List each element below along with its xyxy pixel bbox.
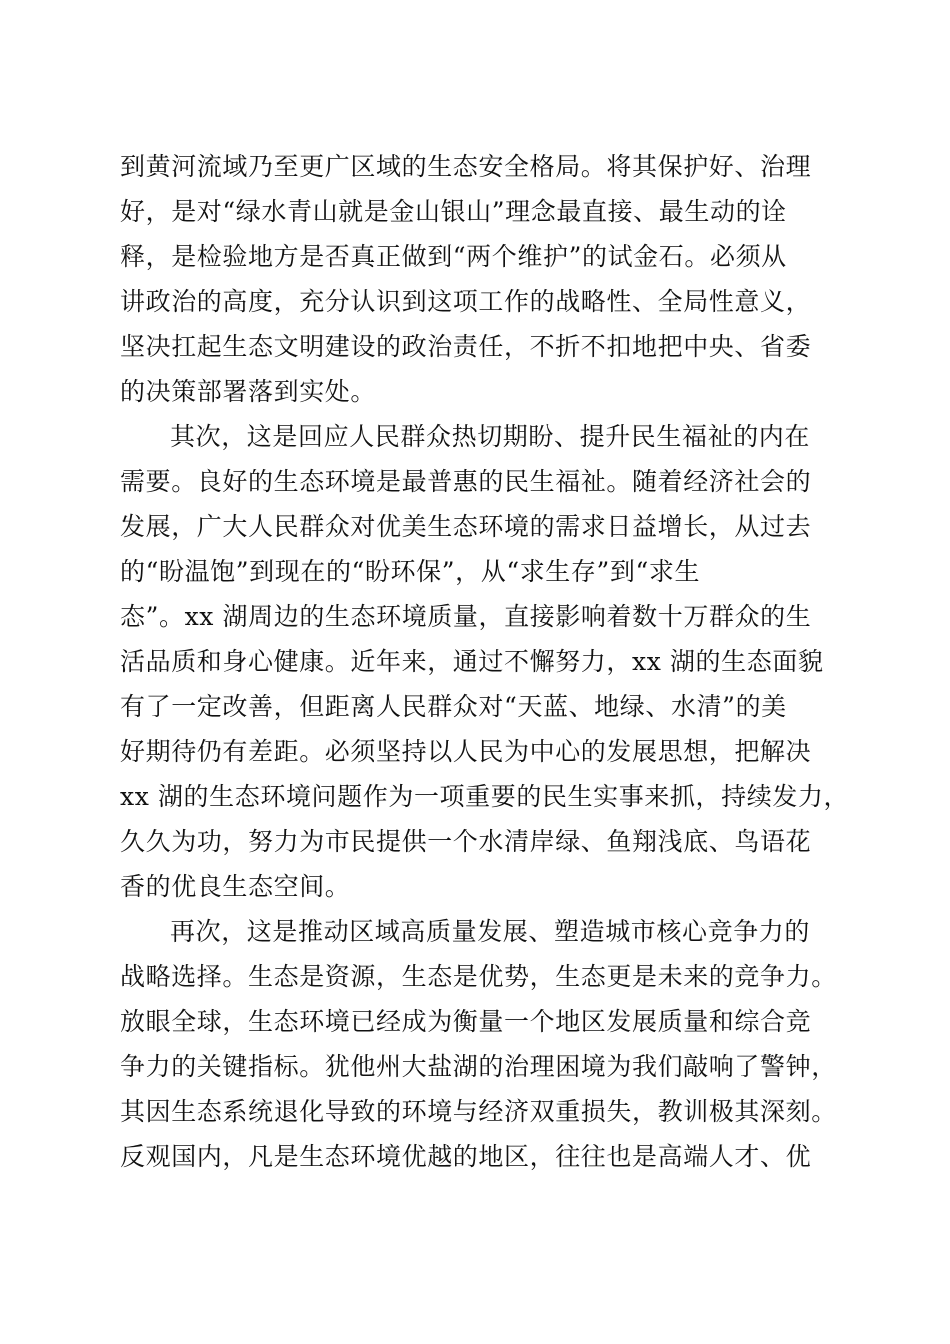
- text-line: 态”。xx 湖周边的生态环境质量，直接影响着数十万群众的生: [120, 602, 812, 631]
- text-line: 坚决扛起生态文明建设的政治责任，不折不扣地把中央、省委: [120, 332, 812, 361]
- text-line: xx 湖的生态环境问题作为一项重要的民生实事来抓，持续发力，: [120, 782, 850, 811]
- text-line: 的决策部署落到实处。: [120, 377, 377, 406]
- text-line: 其因生态系统退化导致的环境与经济双重损失，教训极其深刻。: [120, 1097, 837, 1126]
- text-line: 讲政治的高度，充分认识到这项工作的战略性、全局性意义，: [120, 287, 812, 316]
- paragraph-start-line: 再次，这是推动区域高质量发展、塑造城市核心竞争力的: [170, 917, 811, 946]
- text-line: 活品质和身心健康。近年来，通过不懈努力，xx 湖的生态面貌: [120, 647, 824, 676]
- text-line: 释，是检验地方是否真正做到“两个维护”的试金石。必须从: [120, 242, 787, 271]
- text-line: 需要。良好的生态环境是最普惠的民生福祉。随着经济社会的: [120, 467, 812, 496]
- text-line: 香的优良生态空间。: [120, 872, 351, 901]
- text-line: 放眼全球，生态环境已经成为衡量一个地区发展质量和综合竞: [120, 1007, 812, 1036]
- text-line: 久久为功，努力为市民提供一个水清岸绿、鱼翔浅底、鸟语花: [120, 827, 812, 856]
- text-line: 战略选择。生态是资源，生态是优势，生态更是未来的竞争力。: [120, 962, 837, 991]
- text-line: 发展，广大人民群众对优美生态环境的需求日益增长，从过去: [120, 512, 812, 541]
- document-body: [120, 144, 850, 1179]
- paragraph-start-line: 其次，这是回应人民群众热切期盼、提升民生福祉的内在: [170, 422, 811, 451]
- text-line: 好期待仍有差距。必须坚持以人民为中心的发展思想，把解决: [120, 737, 812, 766]
- text-line: 反观国内，凡是生态环境优越的地区，往往也是高端人才、优: [120, 1142, 812, 1171]
- text-line: 争力的关键指标。犹他州大盐湖的治理困境为我们敲响了警钟，: [120, 1052, 837, 1081]
- text-line: 好，是对“绿水青山就是金山银山”理念最直接、最生动的诠: [120, 197, 787, 226]
- text-line: 有了一定改善，但距离人民群众对“天蓝、地绿、水清”的美: [120, 692, 787, 721]
- text-line: 到黄河流域乃至更广区域的生态安全格局。将其保护好、治理: [120, 152, 812, 181]
- text-line: 的“盼温饱”到现在的“盼环保”，从“求生存”到“求生: [120, 557, 701, 586]
